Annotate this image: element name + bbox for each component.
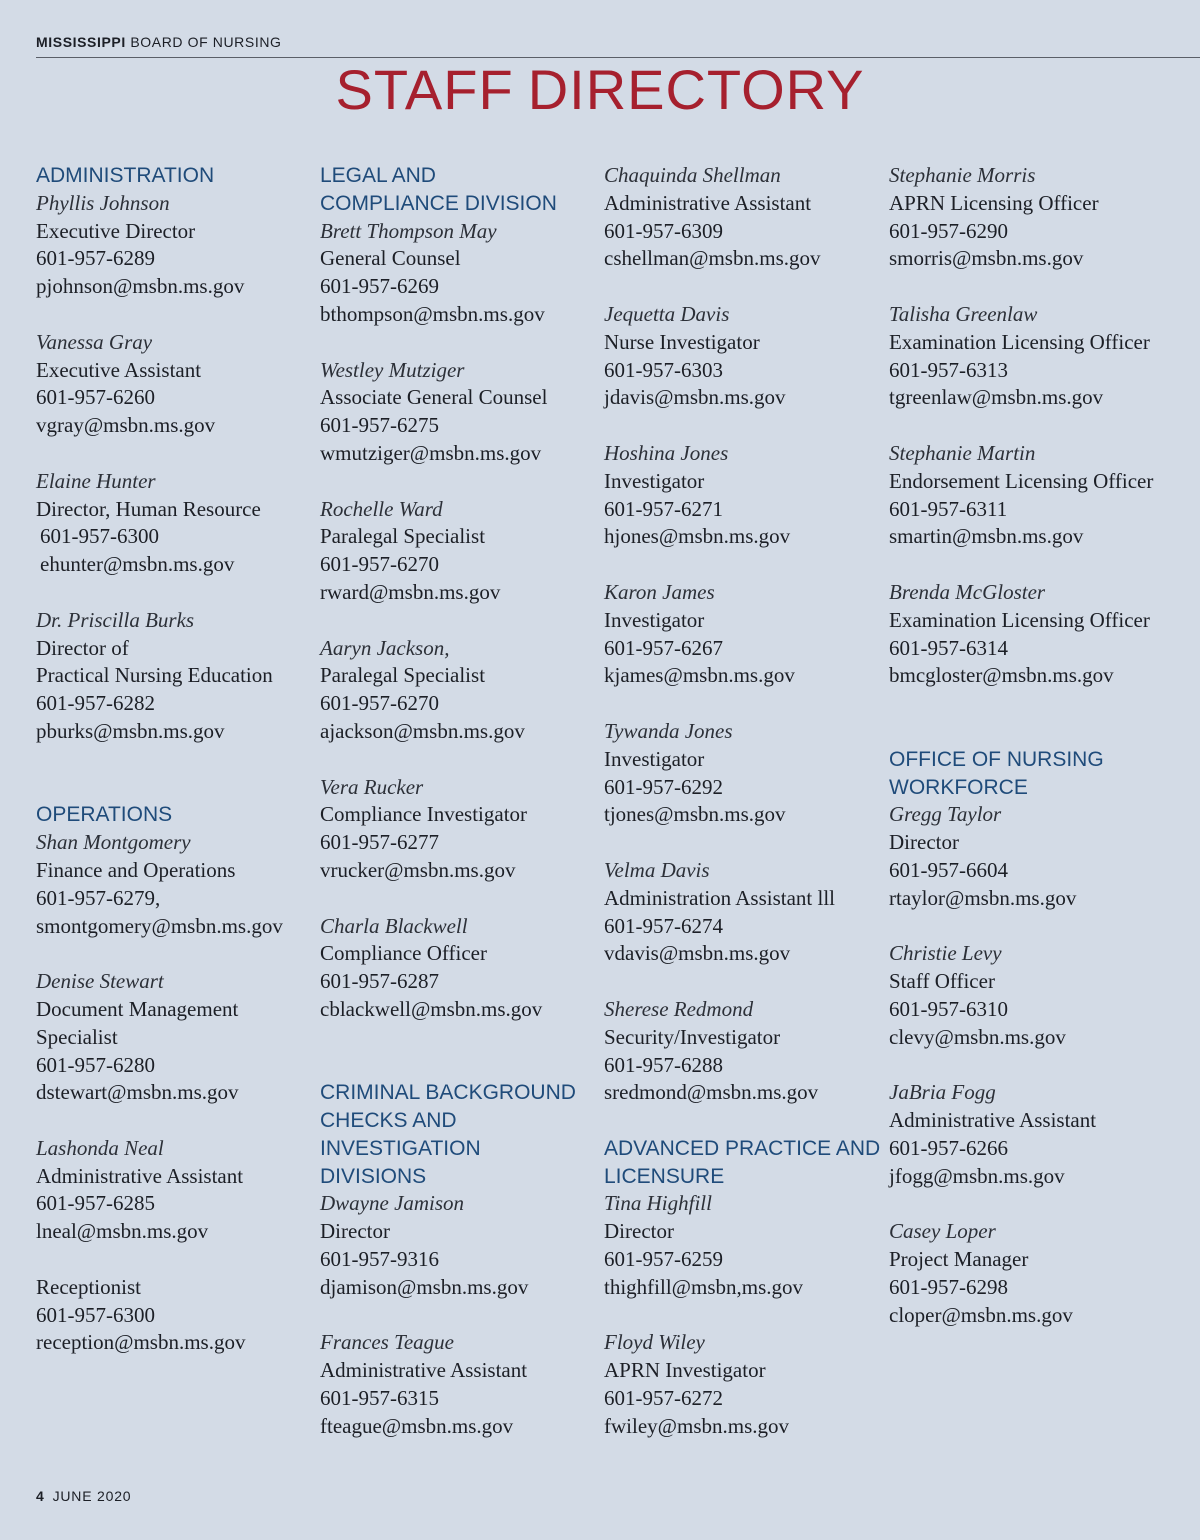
staff-name: Charla Blackwell bbox=[320, 913, 468, 938]
staff-email: vdavis@msbn.ms.gov bbox=[604, 941, 791, 966]
column-2 bbox=[320, 162, 600, 1441]
staff-email: wmutziger@msbn.ms.gov bbox=[320, 440, 542, 465]
staff-entry bbox=[320, 496, 600, 607]
staff-name: Gregg Taylor bbox=[889, 802, 1002, 827]
staff-entry bbox=[604, 440, 884, 551]
staff-name: Brenda McGloster bbox=[889, 579, 1046, 604]
staff-name: JaBria Fogg bbox=[889, 1080, 996, 1105]
staff-title: Compliance Investigator bbox=[320, 802, 528, 827]
staff-phone: 601-957-6270 bbox=[320, 691, 439, 716]
staff-entry bbox=[320, 1329, 600, 1440]
staff-phone: 601-957-6277 bbox=[320, 830, 439, 855]
staff-phone: 601-957-6292 bbox=[604, 774, 723, 799]
staff-email: kjames@msbn.ms.gov bbox=[604, 663, 795, 688]
staff-entry bbox=[320, 1190, 600, 1301]
staff-name: Velma Davis bbox=[604, 857, 710, 882]
staff-title: Director bbox=[889, 830, 959, 855]
staff-entry bbox=[889, 579, 1169, 690]
staff-phone: 601-957-6259 bbox=[604, 1247, 723, 1272]
section-criminal-background: CRIMINAL BACKGROUND CHECKS AND INVESTIGATION DIVISIONS bbox=[320, 1081, 576, 1188]
staff-name: Tywanda Jones bbox=[604, 718, 733, 743]
staff-email: dstewart@msbn.ms.gov bbox=[36, 1080, 239, 1105]
staff-entry bbox=[604, 579, 884, 690]
staff-phone: 601-957-6279, bbox=[36, 885, 161, 910]
title-word-2: DIRECTORY bbox=[527, 58, 865, 121]
staff-entry bbox=[36, 468, 316, 579]
staff-title: Security/Investigator bbox=[604, 1024, 781, 1049]
staff-email: clevy@msbn.ms.gov bbox=[889, 1024, 1066, 1049]
staff-email: smontgomery@msbn.ms.gov bbox=[36, 913, 283, 938]
staff-name: Jequetta Davis bbox=[604, 301, 730, 326]
staff-email: pburks@msbn.ms.gov bbox=[36, 718, 225, 743]
column-3 bbox=[604, 162, 884, 1441]
issue-date: JUNE 2020 bbox=[52, 1488, 132, 1504]
masthead-state: MISSISSIPPI bbox=[36, 34, 126, 50]
staff-phone: 601-957-6298 bbox=[889, 1274, 1008, 1299]
staff-phone: 601-957-6290 bbox=[889, 218, 1008, 243]
staff-entry bbox=[320, 218, 600, 329]
title-word-1: STAFF bbox=[335, 58, 514, 121]
staff-email: tgreenlaw@msbn.ms.gov bbox=[889, 385, 1104, 410]
staff-entry bbox=[604, 162, 884, 273]
staff-email: ehunter@msbn.ms.gov bbox=[40, 552, 235, 577]
staff-phone: 601-957-6300 bbox=[40, 524, 159, 549]
staff-title: Administrative Assistant bbox=[36, 1163, 244, 1188]
staff-email: rtaylor@msbn.ms.gov bbox=[889, 885, 1077, 910]
staff-phone: 601-957-6288 bbox=[604, 1052, 723, 1077]
staff-title: Director of bbox=[36, 635, 129, 660]
staff-title: Project Manager bbox=[889, 1247, 1029, 1272]
staff-title: Director bbox=[604, 1219, 674, 1244]
staff-entry bbox=[889, 940, 1169, 1051]
staff-title: Paralegal Specialist bbox=[320, 524, 486, 549]
staff-name: Casey Loper bbox=[889, 1219, 996, 1244]
staff-email: cshellman@msbn.ms.gov bbox=[604, 246, 821, 271]
page-title bbox=[0, 58, 1200, 122]
staff-name: Aaryn Jackson, bbox=[320, 635, 450, 660]
staff-phone: 601-957-6280 bbox=[36, 1052, 155, 1077]
staff-name: Brett Thompson May bbox=[320, 218, 497, 243]
staff-entry bbox=[36, 1274, 316, 1357]
staff-entry bbox=[889, 162, 1169, 273]
staff-phone: 601-957-6314 bbox=[889, 635, 1008, 660]
staff-name: Sherese Redmond bbox=[604, 996, 754, 1021]
staff-name: Lashonda Neal bbox=[36, 1135, 164, 1160]
staff-phone: 601-957-6282 bbox=[36, 691, 155, 716]
staff-email: fwiley@msbn.ms.gov bbox=[604, 1413, 790, 1438]
staff-email: ajackson@msbn.ms.gov bbox=[320, 718, 525, 743]
column-4 bbox=[889, 162, 1169, 1329]
staff-phone: 601-957-6315 bbox=[320, 1386, 439, 1411]
staff-name: Hoshina Jones bbox=[604, 440, 729, 465]
staff-email: jfogg@msbn.ms.gov bbox=[889, 1163, 1065, 1188]
staff-email: tjones@msbn.ms.gov bbox=[604, 802, 786, 827]
staff-email: hjones@msbn.ms.gov bbox=[604, 524, 791, 549]
staff-phone: 601-957-6270 bbox=[320, 552, 439, 577]
staff-title: Director, Human Resource bbox=[36, 496, 261, 521]
masthead bbox=[36, 34, 282, 50]
staff-entry bbox=[604, 1190, 884, 1301]
staff-phone: 601-957-6289 bbox=[36, 246, 155, 271]
masthead-org: BOARD OF NURSING bbox=[130, 34, 282, 50]
section-advanced-practice: ADVANCED PRACTICE AND LICENSURE bbox=[604, 1136, 881, 1188]
staff-title: Compliance Officer bbox=[320, 941, 487, 966]
staff-entry bbox=[36, 607, 316, 746]
staff-email: smartin@msbn.ms.gov bbox=[889, 524, 1084, 549]
staff-title: Administrative Assistant bbox=[889, 1108, 1097, 1133]
section-operations: OPERATIONS bbox=[36, 803, 173, 827]
staff-phone: 601-957-6285 bbox=[36, 1191, 155, 1216]
page-number: 4 bbox=[36, 1488, 45, 1504]
staff-title: APRN Investigator bbox=[604, 1358, 766, 1383]
staff-phone: 601-957-6260 bbox=[36, 385, 155, 410]
staff-entry bbox=[604, 718, 884, 829]
staff-email: sredmond@msbn.ms.gov bbox=[604, 1080, 819, 1105]
staff-entry bbox=[604, 857, 884, 968]
staff-entry bbox=[36, 1135, 316, 1246]
staff-title: Receptionist bbox=[36, 1274, 141, 1299]
staff-phone: 601-957-6604 bbox=[889, 857, 1008, 882]
staff-title: Paralegal Specialist bbox=[320, 663, 486, 688]
staff-entry bbox=[36, 968, 316, 1107]
staff-title: Director bbox=[320, 1219, 390, 1244]
staff-email: reception@msbn.ms.gov bbox=[36, 1330, 246, 1355]
staff-entry bbox=[889, 1079, 1169, 1190]
staff-phone: 601-957-6303 bbox=[604, 357, 723, 382]
staff-phone: 601-957-6266 bbox=[889, 1135, 1008, 1160]
staff-name: Vera Rucker bbox=[320, 774, 424, 799]
staff-title: APRN Licensing Officer bbox=[889, 190, 1099, 215]
staff-email: jdavis@msbn.ms.gov bbox=[604, 385, 786, 410]
staff-phone: 601-957-6272 bbox=[604, 1386, 723, 1411]
staff-name: Dr. Priscilla Burks bbox=[36, 607, 195, 632]
staff-email: vrucker@msbn.ms.gov bbox=[320, 857, 516, 882]
staff-title: Investigator bbox=[604, 746, 705, 771]
staff-email: fteague@msbn.ms.gov bbox=[320, 1413, 514, 1438]
staff-title: Associate General Counsel bbox=[320, 385, 548, 410]
staff-name: Rochelle Ward bbox=[320, 496, 443, 521]
staff-phone: 601-957-6271 bbox=[604, 496, 723, 521]
staff-name: Chaquinda Shellman bbox=[604, 163, 781, 187]
section-legal-compliance: LEGAL AND COMPLIANCE DIVISION bbox=[320, 164, 557, 215]
staff-entry bbox=[889, 440, 1169, 551]
staff-name: Floyd Wiley bbox=[604, 1330, 705, 1355]
staff-title: Executive Director bbox=[36, 218, 196, 243]
staff-title: Investigator bbox=[604, 607, 705, 632]
staff-entry bbox=[889, 801, 1169, 912]
staff-title: Examination Licensing Officer bbox=[889, 329, 1150, 354]
staff-title: Endorsement Licensing Officer bbox=[889, 468, 1154, 493]
staff-name: Karon James bbox=[604, 579, 715, 604]
staff-entry bbox=[604, 996, 884, 1107]
staff-email: vgray@msbn.ms.gov bbox=[36, 413, 216, 438]
staff-phone: 601-957-9316 bbox=[320, 1247, 439, 1272]
staff-entry bbox=[36, 190, 316, 301]
staff-phone: 601-957-6300 bbox=[36, 1302, 155, 1327]
staff-name: Talisha Greenlaw bbox=[889, 301, 1038, 326]
staff-name: Elaine Hunter bbox=[36, 468, 156, 493]
staff-title: Examination Licensing Officer bbox=[889, 607, 1150, 632]
staff-name: Vanessa Gray bbox=[36, 329, 153, 354]
staff-name: Stephanie Morris bbox=[889, 163, 1036, 187]
staff-phone: 601-957-6269 bbox=[320, 274, 439, 299]
staff-entry bbox=[889, 301, 1169, 412]
staff-email: rward@msbn.ms.gov bbox=[320, 579, 501, 604]
staff-entry bbox=[320, 357, 600, 468]
staff-phone: 601-957-6274 bbox=[604, 913, 723, 938]
staff-entry bbox=[604, 1329, 884, 1440]
staff-title: General Counsel bbox=[320, 246, 461, 271]
staff-title: Document Management bbox=[36, 996, 239, 1021]
staff-name: Dwayne Jamison bbox=[320, 1191, 465, 1216]
staff-name: Phyllis Johnson bbox=[36, 190, 170, 215]
staff-phone: 601-957-6267 bbox=[604, 635, 723, 660]
staff-name: Denise Stewart bbox=[36, 969, 164, 994]
staff-name: Stephanie Martin bbox=[889, 440, 1036, 465]
staff-entry bbox=[320, 774, 600, 885]
staff-phone: 601-957-6287 bbox=[320, 969, 439, 994]
footer bbox=[36, 1488, 131, 1504]
staff-title: Nurse Investigator bbox=[604, 329, 760, 354]
staff-title-cont: Practical Nursing Education bbox=[36, 663, 273, 688]
staff-title: Finance and Operations bbox=[36, 857, 236, 882]
staff-entry bbox=[320, 913, 600, 1024]
staff-email: pjohnson@msbn.ms.gov bbox=[36, 274, 245, 299]
staff-phone: 601-957-6309 bbox=[604, 218, 723, 243]
staff-title: Staff Officer bbox=[889, 969, 995, 994]
staff-entry bbox=[36, 829, 316, 940]
staff-name: Shan Montgomery bbox=[36, 830, 191, 855]
staff-title: Investigator bbox=[604, 468, 705, 493]
staff-email: thighfill@msbn,ms.gov bbox=[604, 1274, 804, 1299]
staff-email: cloper@msbn.ms.gov bbox=[889, 1302, 1073, 1327]
staff-email: lneal@msbn.ms.gov bbox=[36, 1219, 209, 1244]
staff-email: bmcgloster@msbn.ms.gov bbox=[889, 663, 1114, 688]
section-nursing-workforce: OFFICE OF NURSING WORKFORCE bbox=[889, 747, 1104, 799]
column-1 bbox=[36, 162, 316, 1357]
staff-title: Administration Assistant lll bbox=[604, 885, 836, 910]
staff-name: Tina Highfill bbox=[604, 1191, 712, 1216]
staff-phone: 601-957-6311 bbox=[889, 496, 1008, 521]
staff-phone: 601-957-6275 bbox=[320, 413, 439, 438]
staff-name: Christie Levy bbox=[889, 941, 1002, 966]
staff-name: Frances Teague bbox=[320, 1330, 454, 1355]
staff-email: smorris@msbn.ms.gov bbox=[889, 246, 1084, 271]
staff-phone: 601-957-6310 bbox=[889, 996, 1008, 1021]
staff-entry bbox=[320, 635, 600, 746]
staff-entry bbox=[889, 1218, 1169, 1329]
staff-entry bbox=[604, 301, 884, 412]
section-administration: ADMINISTRATION bbox=[36, 164, 215, 187]
staff-phone: 601-957-6313 bbox=[889, 357, 1008, 382]
staff-entry bbox=[36, 329, 316, 440]
staff-email: cblackwell@msbn.ms.gov bbox=[320, 996, 543, 1021]
staff-title: Executive Assistant bbox=[36, 357, 202, 382]
staff-name: Westley Mutziger bbox=[320, 357, 465, 382]
staff-title: Administrative Assistant bbox=[320, 1358, 528, 1383]
staff-email: bthompson@msbn.ms.gov bbox=[320, 301, 545, 326]
staff-title-cont: Specialist bbox=[36, 1024, 118, 1049]
staff-email: djamison@msbn.ms.gov bbox=[320, 1274, 529, 1299]
staff-title: Administrative Assistant bbox=[604, 190, 812, 215]
